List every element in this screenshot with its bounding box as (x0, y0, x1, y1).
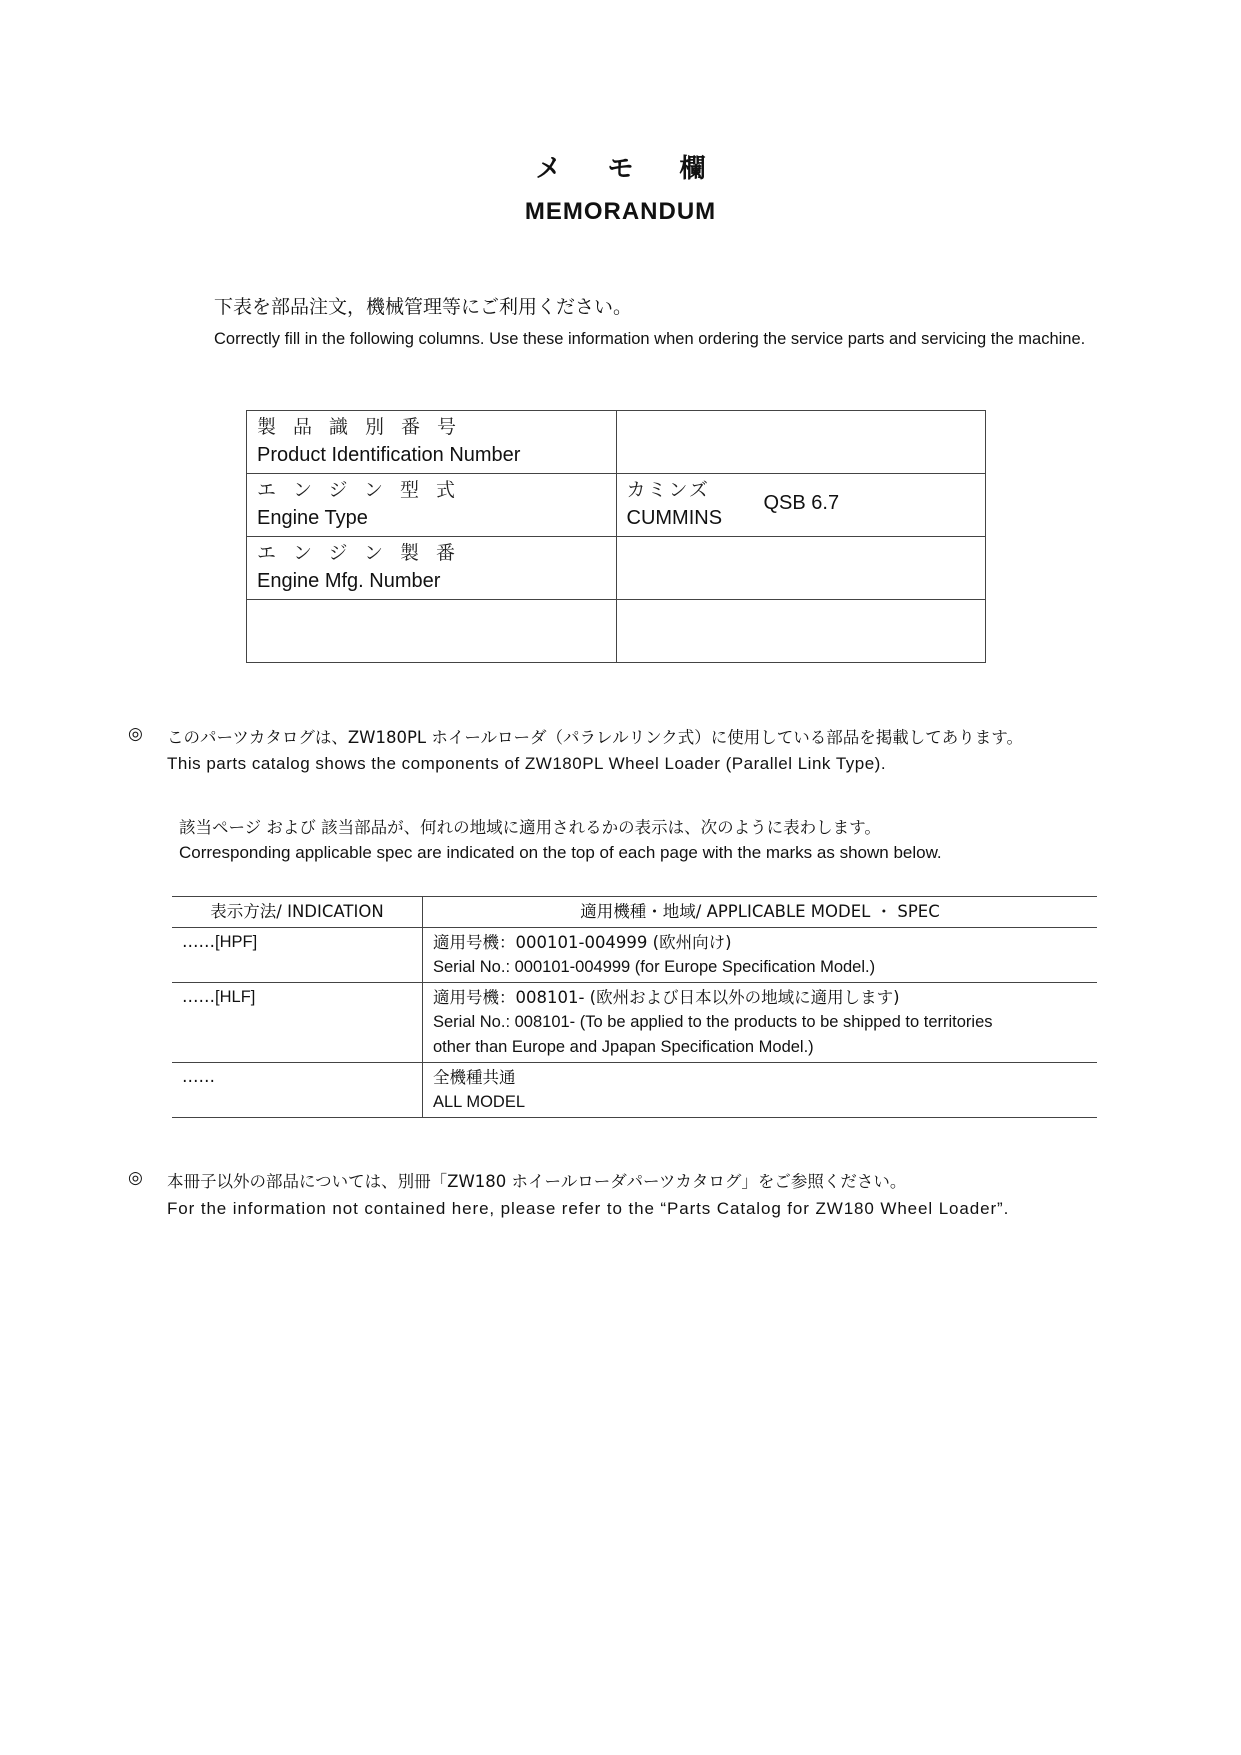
engine-maker: CUMMINS (626, 507, 723, 529)
blank-label-field[interactable] (247, 600, 617, 663)
spec-table (172, 896, 1097, 1118)
engine-model: QSB 6.7 (763, 492, 840, 514)
identification-form-table (246, 410, 986, 663)
catalog-note: This parts catalog shows the components of ZW180PL Wheel Loader (Parallel Link Type). (167, 754, 887, 773)
reference-note: For the information not contained here, please refer to the “Parts Catalog for ZW180 Wheel Loader”. (167, 1199, 1010, 1218)
product-id-label: Product Identification Number (257, 444, 521, 466)
page-title: MEMORANDUM (524, 198, 717, 225)
engine-type-label-jp: エンジン型式 (257, 479, 473, 501)
spec-header-row (172, 897, 1097, 928)
note-bullet-icon: ◎ (128, 724, 143, 744)
applicable-spec-cell (423, 1063, 1098, 1118)
spec-serial-jp: 適用号機：000101-004999 (欧州向け) (433, 933, 732, 952)
product-id-label-jp: 製品識別番号 (257, 416, 474, 438)
spec-serial-continued: other than Europe and Jpapan Specification Model.) (433, 1038, 814, 1056)
table-row (172, 983, 1097, 1063)
engine-type-label: Engine Type (257, 507, 368, 529)
indication-mark: ‥‥‥[HLF] (172, 983, 423, 1063)
catalog-note-jp: このパーツカタログは、ZW180PL ホイールローダ（パラレルリンク式）に使用している部品を掲載してあります。 (167, 728, 1023, 747)
all-model: ALL MODEL (433, 1093, 526, 1111)
spec-serial: Serial No.: 000101-004999 (for Europe Specification Model.) (433, 958, 876, 976)
form-row (247, 600, 986, 663)
table-row (172, 1063, 1097, 1118)
indication-note-jp: 該当ページ および 該当部品が、何れの地域に適用されるかの表示は、次のように表わします。 (179, 818, 881, 837)
applicable-spec-cell (423, 983, 1098, 1063)
form-row (247, 411, 986, 474)
product-id-field[interactable] (616, 411, 986, 474)
intro-text-jp: 下表を部品注文，機械管理等にご利用ください。 (214, 296, 633, 318)
note-bullet-icon: ◎ (128, 1168, 143, 1188)
blank-value-field[interactable] (616, 600, 986, 663)
spec-serial-jp: 適用号機：008101- (欧州および日本以外の地域に適用します) (433, 988, 900, 1007)
applicable-spec-cell (423, 928, 1098, 983)
spec-serial: Serial No.: 008101- (To be applied to the products to be shipped to territories (433, 1013, 993, 1031)
engine-mfg-number-field[interactable] (616, 537, 986, 600)
form-label-cell (247, 537, 617, 600)
engine-maker-jp: カミンズ (626, 479, 710, 501)
reference-note-jp: 本冊子以外の部品については、別冊「ZW180 ホイールローダパーツカタログ」をご参照ください。 (167, 1172, 907, 1191)
engine-type-value-cell (616, 474, 986, 537)
form-row (247, 474, 986, 537)
table-row (172, 928, 1097, 983)
engine-mfg-label: Engine Mfg. Number (257, 570, 441, 592)
indication-note: Corresponding applicable spec are indicated on the top of each page with the marks as shown below. (179, 843, 942, 862)
form-row (247, 537, 986, 600)
indication-column-header: 表示方法/ INDICATION (172, 897, 423, 928)
form-label-cell (247, 411, 617, 474)
indication-mark: ‥‥‥[HPF] (172, 928, 423, 983)
engine-mfg-label-jp: エンジン製番 (257, 542, 473, 564)
form-label-cell (247, 474, 617, 537)
indication-mark: ‥‥‥ (172, 1063, 423, 1118)
applicable-column-header: 適用機種・地域/ APPLICABLE MODEL ・ SPEC (423, 897, 1098, 928)
intro-text-en: Correctly fill in the following columns. Use these information when ordering the service parts and servicing the machine. (214, 330, 1086, 348)
page-title-jp: メモ欄 (535, 154, 752, 184)
all-model-jp: 全機種共通 (433, 1068, 516, 1087)
